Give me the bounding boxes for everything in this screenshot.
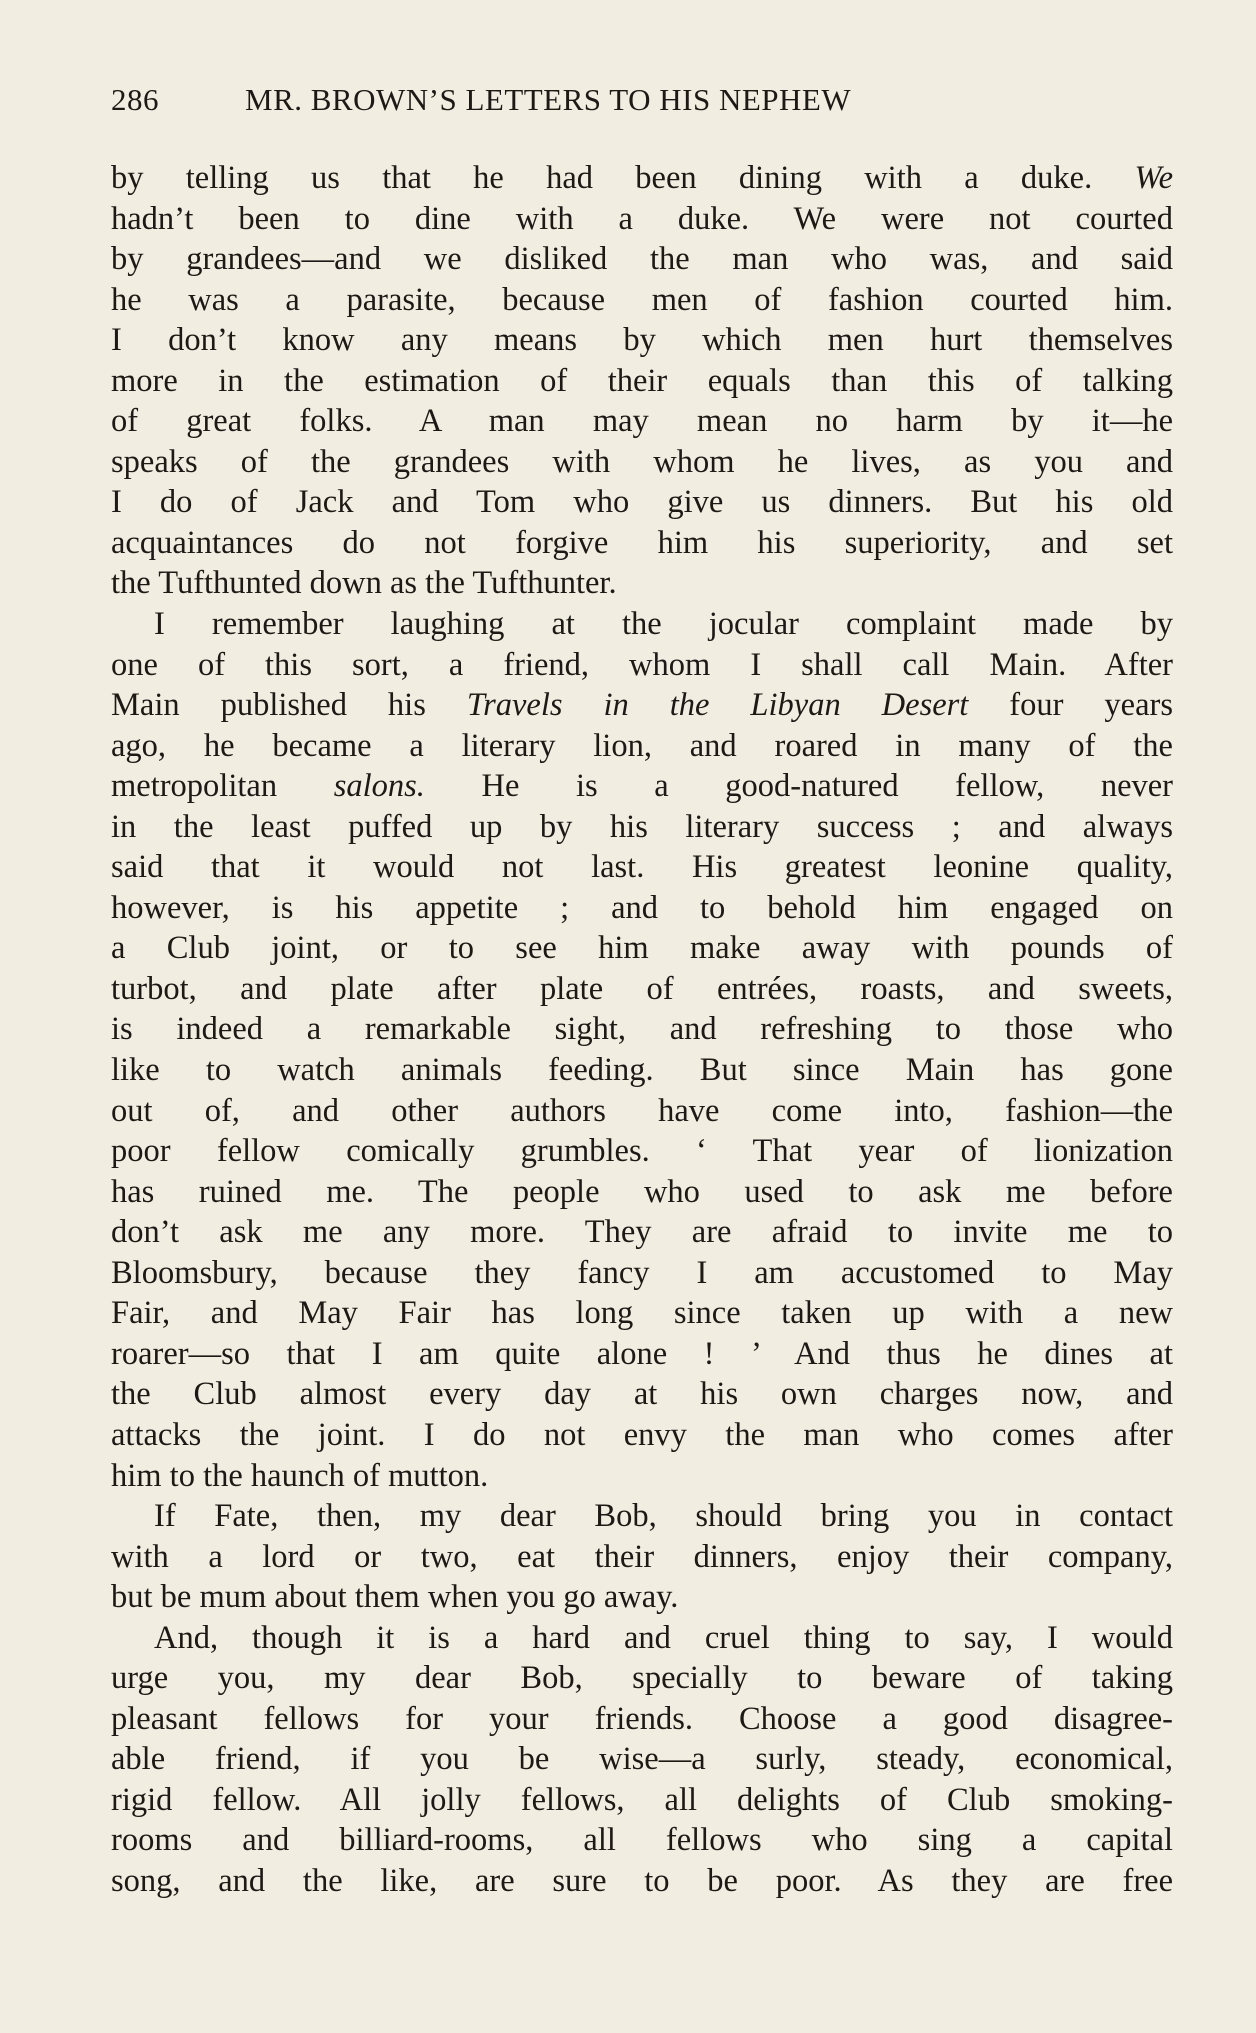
italic-text: We	[1134, 160, 1173, 196]
text-line: acquaintances do not forgive him his superiority, and set	[111, 524, 1173, 561]
text-line: like to watch animals feeding. But since Main has gone	[111, 1052, 1173, 1089]
text-line: turbot, and plate after plate of entrées, roasts, and sweets,	[111, 970, 1173, 1007]
text-line: rigid fellow. All jolly fellows, all delights of Club smoking-	[111, 1781, 1173, 1818]
text-line: one of this sort, a friend, whom I shall call Main. After	[111, 646, 1173, 683]
italic-text: Travels in the Libyan Desert	[466, 687, 969, 724]
text-line: by grandees—and we disliked the man who was, and said	[111, 241, 1173, 278]
text-segment: by telling us that he had been dining with a duke.	[111, 160, 1135, 196]
text-line: I do of Jack and Tom who give us dinners. But his old	[111, 484, 1173, 521]
body-text	[111, 158, 1173, 1902]
text-line: more in the estimation of their equals than this of talking	[111, 362, 1173, 399]
text-line: poor fellow comically grumbles. ‘ That year of lionization	[111, 1133, 1173, 1170]
text-line: in the least puffed up by his literary success ; and always	[111, 808, 1173, 845]
text-line: has ruined me. The people who used to ask me before	[111, 1173, 1173, 1210]
text-line: don’t ask me any more. They are afraid to invite me to	[111, 1214, 1173, 1251]
text-line: a Club joint, or to see him make away with pounds of	[111, 930, 1173, 967]
text-line: ago, he became a literary lion, and roared in many of the	[111, 727, 1173, 764]
text-line: And, though it is a hard and cruel thing to say, I would	[154, 1619, 1173, 1656]
text-line: roarer—so that I am quite alone ! ’ And thus he dines at	[111, 1335, 1173, 1372]
text-line: he was a parasite, because men of fashion courted him.	[111, 281, 1173, 318]
text-segment: four years	[968, 687, 1173, 724]
text-segment: metropolitan	[111, 768, 334, 805]
text-line: out of, and other authors have come into, fashion—the	[111, 1092, 1173, 1129]
page-header	[111, 82, 1171, 132]
running-title: MR. BROWN’S LETTERS TO HIS NEPHEW	[245, 82, 852, 117]
text-line: attacks the joint. I do not envy the man who comes after	[111, 1416, 1173, 1453]
text-line: the Club almost every day at his own charges now, and	[111, 1376, 1173, 1413]
text-segment: Main published his	[111, 687, 467, 724]
italic-text: salons.	[333, 768, 425, 805]
text-line: with a lord or two, eat their dinners, enjoy their company,	[111, 1538, 1173, 1575]
text-line: however, is his appetite ; and to behold him engaged on	[111, 889, 1173, 926]
text-line: pleasant fellows for your friends. Choose a good disagree-	[111, 1700, 1173, 1737]
text-line	[111, 685, 1173, 726]
text-segment: He is a good-natured fellow, never	[424, 768, 1173, 805]
text-line	[111, 766, 1173, 807]
text-line: urge you, my dear Bob, specially to beware of taking	[111, 1660, 1173, 1697]
text-line: song, and the like, are sure to be poor. As they are free	[111, 1862, 1173, 1899]
text-line: of great folks. A man may mean no harm by it—he	[111, 403, 1173, 440]
text-line: speaks of the grandees with whom he lives, as you and	[111, 443, 1173, 480]
text-line: the Tufthunted down as the Tufthunter.	[111, 565, 617, 602]
text-line: I remember laughing at the jocular complaint made by	[154, 606, 1173, 643]
text-line: hadn’t been to dine with a duke. We were not courted	[111, 200, 1173, 237]
text-line	[111, 158, 1173, 199]
text-line: I don’t know any means by which men hurt themselves	[111, 322, 1173, 359]
text-line: is indeed a remarkable sight, and refreshing to those who	[111, 1011, 1173, 1048]
text-line: Fair, and May Fair has long since taken up with a new	[111, 1295, 1173, 1332]
text-line: Bloomsbury, because they fancy I am accustomed to May	[111, 1254, 1173, 1291]
text-line: said that it would not last. His greatest leonine quality,	[111, 849, 1173, 886]
text-line: able friend, if you be wise—a surly, steady, economical,	[111, 1741, 1173, 1778]
page-number: 286	[111, 82, 159, 117]
text-line: rooms and billiard-rooms, all fellows who sing a capital	[111, 1822, 1173, 1859]
text-line: If Fate, then, my dear Bob, should bring you in contact	[154, 1498, 1173, 1535]
text-line: but be mum about them when you go away.	[111, 1579, 679, 1616]
text-line: him to the haunch of mutton.	[111, 1457, 489, 1494]
